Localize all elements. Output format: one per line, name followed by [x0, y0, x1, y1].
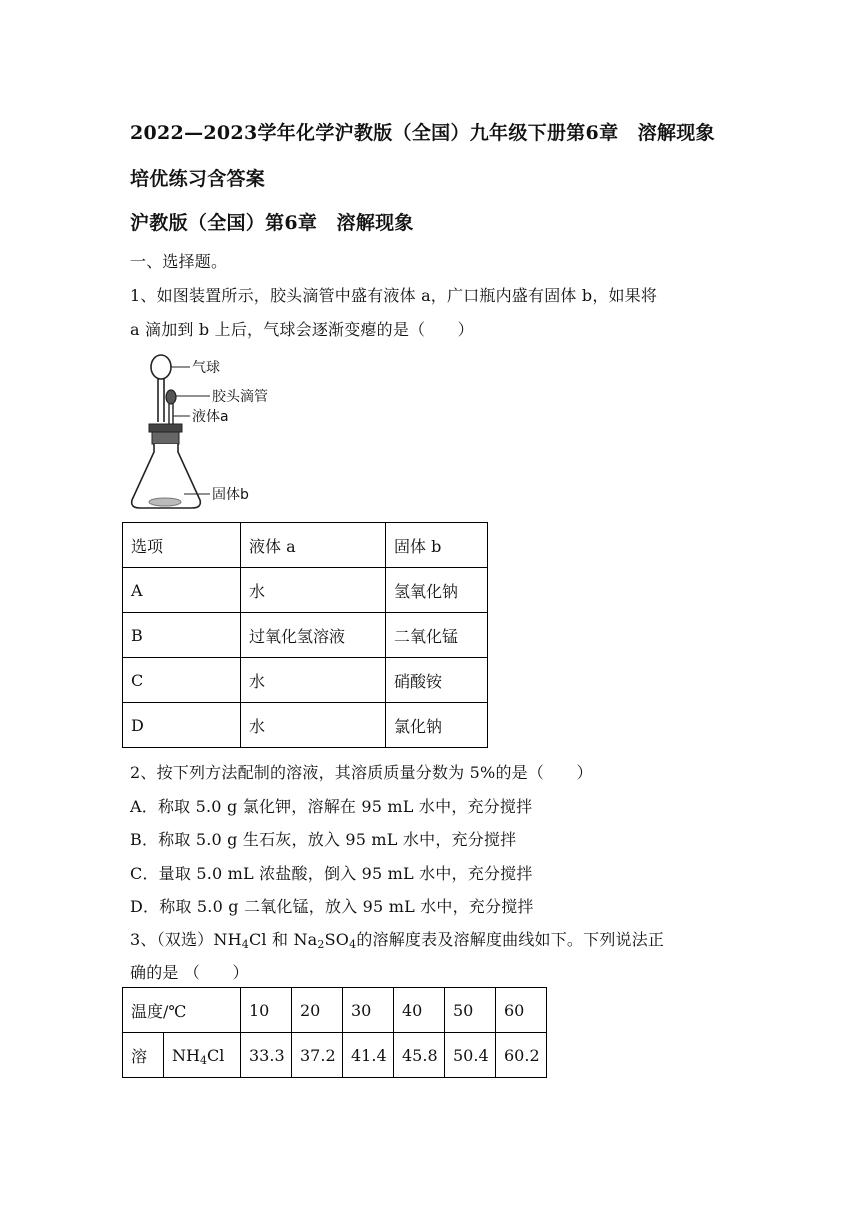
temp-cell: 30 — [343, 988, 394, 1033]
label-liquid-a: 液体a — [192, 409, 229, 425]
row-label: 溶 — [123, 1033, 164, 1078]
solubility-cell: 60.2 — [496, 1033, 547, 1078]
header-cell: 液体 a — [241, 523, 386, 568]
q2-option-a: A．称取 5.0 g 氯化钾，溶解在 95 mL 水中，充分搅拌 — [130, 797, 533, 816]
option-letter: D — [123, 703, 241, 748]
table-row — [123, 1033, 547, 1078]
q3-stem-line1 — [130, 927, 664, 950]
label-dropper: 胶头滴管 — [212, 389, 268, 405]
liquid-a-cell: 过氧化氢溶液 — [241, 613, 386, 658]
document-title-line1: 2022—2023学年化学沪教版（全国）九年级下册第6章 溶解现象 — [130, 122, 715, 144]
q1-stem-line1: 1、如图装置所示，胶头滴管中盛有液体 a，广口瓶内盛有固体 b，如果将 — [130, 286, 658, 305]
option-letter: A — [123, 568, 241, 613]
q3-stem-part: SO — [324, 930, 350, 949]
q3-stem-part: Cl 和 Na — [248, 930, 318, 949]
table-row — [123, 568, 488, 613]
subscript: 4 — [241, 938, 249, 951]
table-row — [123, 613, 488, 658]
option-letter: B — [123, 613, 241, 658]
solid-b-cell: 氢氧化钠 — [386, 568, 488, 613]
temp-cell: 40 — [394, 988, 445, 1033]
header-cell: 选项 — [123, 523, 241, 568]
balloon-shape — [151, 355, 171, 379]
temp-cell: 60 — [496, 988, 547, 1033]
q3-stem-part: 3、（双选）NH — [130, 930, 242, 949]
solid-b-cell: 氯化钠 — [386, 703, 488, 748]
q2-option-d: D．称取 5.0 g 二氧化锰，放入 95 mL 水中，充分搅拌 — [130, 897, 534, 916]
temp-cell: 50 — [445, 988, 496, 1033]
q3-stem-line2: 确的是 （ ） — [130, 963, 249, 982]
q2-option-c: C．量取 5.0 mL 浓盐酸，倒入 95 mL 水中，充分搅拌 — [130, 864, 533, 883]
solubility-cell: 37.2 — [292, 1033, 343, 1078]
solid-b-shape — [149, 498, 181, 506]
substance-cell — [164, 1033, 241, 1078]
subscript: 4 — [349, 938, 357, 951]
table-row — [123, 703, 488, 748]
q1-stem-line2: a 滴加到 b 上后，气球会逐渐变瘪的是（ ） — [130, 320, 474, 339]
label-balloon: 气球 — [192, 360, 220, 376]
solid-b-cell: 二氧化锰 — [386, 613, 488, 658]
temp-cell: 10 — [241, 988, 292, 1033]
solid-b-cell: 硝酸铵 — [386, 658, 488, 703]
q2-option-b: B．称取 5.0 g 生石灰，放入 95 mL 水中，充分搅拌 — [130, 830, 517, 849]
q2-stem: 2、按下列方法配制的溶液，其溶质质量分数为 5%的是（ ） — [130, 763, 593, 782]
q3-stem-part: 的溶解度表及溶解度曲线如下。下列说法正 — [356, 930, 665, 949]
temp-header: 温度/℃ — [123, 988, 241, 1033]
liquid-a-cell: 水 — [241, 703, 386, 748]
substance-part: NH — [172, 1045, 200, 1065]
temp-cell: 20 — [292, 988, 343, 1033]
label-solid-b: 固体b — [212, 487, 249, 503]
section-title: 沪教版（全国）第6章 溶解现象 — [130, 212, 414, 234]
table-header-row — [123, 988, 547, 1033]
solubility-cell: 50.4 — [445, 1033, 496, 1078]
dropper-bulb — [166, 390, 176, 404]
stopper — [152, 432, 179, 444]
liquid-a-cell: 水 — [241, 658, 386, 703]
subscript: 2 — [317, 938, 325, 951]
document-title-line2: 培优练习含答案 — [130, 168, 266, 190]
solubility-cell: 33.3 — [241, 1033, 292, 1078]
apparatus-figure — [118, 350, 298, 516]
table-header-row — [123, 523, 488, 568]
table-row — [123, 658, 488, 703]
subscript: 4 — [199, 1053, 207, 1067]
q3-solubility-table — [122, 987, 547, 1078]
substance-part: Cl — [206, 1045, 225, 1065]
header-cell: 固体 b — [386, 523, 488, 568]
solubility-cell: 41.4 — [343, 1033, 394, 1078]
solubility-cell: 45.8 — [394, 1033, 445, 1078]
liquid-a-cell: 水 — [241, 568, 386, 613]
option-letter: C — [123, 658, 241, 703]
q1-options-table — [122, 522, 488, 748]
part-label: 一、选择题。 — [130, 252, 228, 271]
